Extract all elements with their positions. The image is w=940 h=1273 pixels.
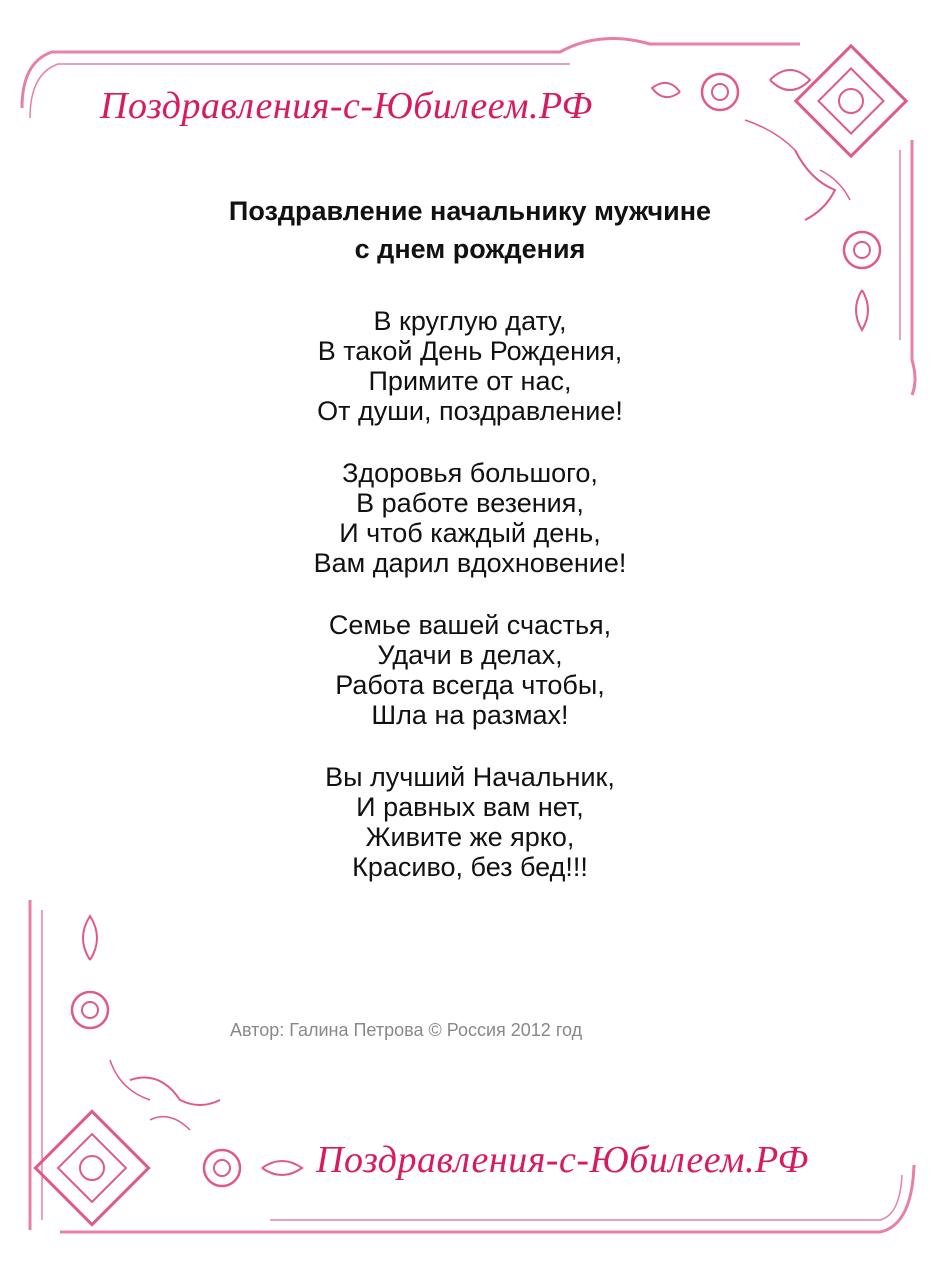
greeting-title (100, 192, 840, 268)
poem-line: От души, поздравление! (317, 396, 623, 426)
stanza (120, 610, 820, 730)
poem-line: И чтоб каждый день, (339, 518, 601, 548)
poem-line: Живите же ярко, (365, 822, 575, 852)
title-line: с днем рождения (354, 234, 586, 264)
site-logo-bottom: Поздравления-с-Юбилеем.РФ (316, 1139, 809, 1181)
poem-line: Шла на размах! (371, 700, 569, 730)
stanza (120, 458, 820, 578)
poem-line: Примите от нас, (368, 366, 572, 396)
poem-line: Вы лучший Начальник, (325, 762, 615, 792)
poem-line: Здоровья большого, (342, 458, 598, 488)
title-line: Поздравление начальнику мужчине (228, 196, 712, 226)
author-credit: Автор: Галина Петрова © Россия 2012 год (230, 1020, 583, 1040)
ornate-corner-bottom-left-icon (35, 916, 302, 1225)
poem-line: Красиво, без бед!!! (352, 852, 588, 882)
poem-line: Семье вашей счастья, (328, 610, 612, 640)
poem-line: В такой День Рождения, (317, 336, 623, 366)
poem-line: Вам дарил вдохновение! (313, 548, 627, 578)
poem-line: И равных вам нет, (356, 792, 584, 822)
site-logo-top: Поздравления-с-Юбилеем.РФ (100, 85, 593, 127)
stanza (120, 762, 820, 882)
poem-line: В работе везения, (356, 488, 584, 518)
ornate-corner-top-right-icon (652, 46, 906, 330)
poem-line: Удачи в делах, (377, 640, 563, 670)
poem-line: В круглую дату, (373, 306, 567, 336)
stanza (120, 306, 820, 426)
poem (120, 306, 820, 914)
poem-line: Работа всегда чтобы, (335, 670, 605, 700)
